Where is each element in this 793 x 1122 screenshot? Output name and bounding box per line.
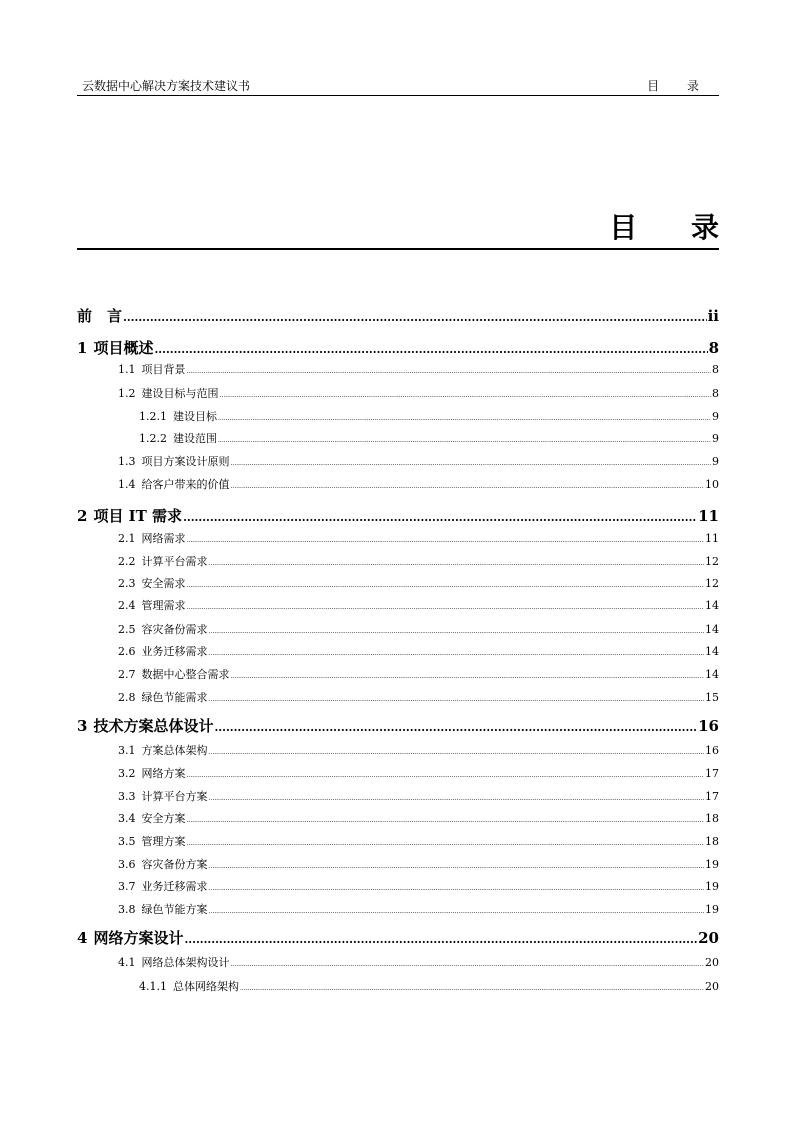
- toc-entry-page: 12: [705, 577, 719, 590]
- toc-entry-title: [118, 765, 186, 781]
- toc-entry-number: 4: [77, 929, 88, 947]
- toc-entry[interactable]: [118, 788, 719, 804]
- toc-entry-text: 安全方案: [141, 812, 186, 825]
- toc-entry-text: 安全需求: [141, 577, 186, 590]
- toc-entry-page: 9: [712, 410, 719, 423]
- toc-entry[interactable]: [118, 689, 719, 705]
- toc-entry[interactable]: [118, 901, 719, 917]
- toc-entry-text: 业务迁移需求: [141, 880, 208, 893]
- toc-entry-title: [118, 621, 208, 637]
- toc-entry-title: [118, 788, 208, 804]
- toc-entry-title: [118, 597, 186, 613]
- toc-entry-number: 3.8: [118, 903, 136, 916]
- toc-entry[interactable]: [77, 337, 719, 358]
- toc-entry-text: 网络方案设计: [93, 929, 184, 947]
- toc-dot-leader: [123, 307, 707, 325]
- toc-dot-leader: [231, 668, 705, 681]
- toc-entry[interactable]: [118, 742, 719, 758]
- toc-entry-title: [118, 643, 208, 659]
- toc-entry[interactable]: [77, 305, 719, 326]
- page-header: [77, 79, 719, 96]
- toc-entry-number: 1.1: [118, 363, 136, 376]
- toc-entry-title: [118, 856, 208, 872]
- toc-dot-leader: [209, 790, 705, 803]
- toc-entry-number: 3.4: [118, 812, 136, 825]
- toc-entry-number: 2.2: [118, 555, 136, 568]
- toc-entry-page: 14: [705, 599, 719, 612]
- toc-entry-text: 建设目标与范围: [141, 387, 219, 400]
- toc-entry[interactable]: [118, 597, 719, 613]
- toc-entry-title: [118, 530, 186, 546]
- toc-entry-number: 3.7: [118, 880, 136, 893]
- header-section-label: 目 录: [647, 79, 711, 93]
- toc-dot-leader: [209, 903, 705, 916]
- toc-entry-text: 计算平台方案: [141, 790, 208, 803]
- toc-entry[interactable]: [118, 575, 719, 591]
- toc-entry-page: ii: [707, 307, 719, 325]
- toc-entry-number: 2.3: [118, 577, 136, 590]
- toc-entry-page: 20: [705, 980, 719, 993]
- toc-dot-leader: [240, 980, 704, 993]
- toc-dot-leader: [231, 478, 705, 491]
- toc-entry-title: [77, 337, 153, 358]
- toc-dot-leader: [209, 623, 705, 636]
- toc-entry-title: [139, 430, 217, 446]
- toc-entry-number: 1.3: [118, 455, 136, 468]
- toc-entry-number: 1: [77, 339, 88, 357]
- toc-entry[interactable]: [118, 856, 719, 872]
- toc-entry-number: 1.4: [118, 478, 136, 491]
- toc-entry-page: 14: [705, 668, 719, 681]
- toc-entry-page: 9: [712, 455, 719, 468]
- toc-entry-title: [118, 666, 230, 682]
- toc-entry-page: 8: [712, 387, 719, 400]
- toc-entry-number: 2: [77, 507, 88, 525]
- toc-entry-page: 14: [705, 623, 719, 636]
- toc-entry-text: 项目概述: [93, 339, 154, 357]
- toc-entry-page: 20: [705, 956, 719, 969]
- toc-entry[interactable]: [139, 408, 719, 424]
- toc-entry-text: 管理方案: [141, 835, 186, 848]
- toc-dot-leader: [187, 835, 705, 848]
- toc-entry-page: 17: [705, 790, 719, 803]
- page-title: 目 录: [609, 211, 741, 244]
- toc-dot-leader: [209, 555, 705, 568]
- toc-dot-leader: [209, 691, 705, 704]
- toc-entry-title: [118, 954, 230, 970]
- toc-dot-leader: [209, 744, 705, 757]
- toc-entry[interactable]: [118, 643, 719, 659]
- toc-dot-leader: [187, 812, 705, 825]
- toc-entry-number: 3.2: [118, 767, 136, 780]
- toc-entry-page: 8: [712, 363, 719, 376]
- toc-entry-text: 总体网络架构: [173, 980, 239, 993]
- toc-dot-leader: [187, 363, 712, 376]
- toc-entry[interactable]: [77, 927, 719, 948]
- toc-dot-leader: [209, 858, 705, 871]
- toc-entry[interactable]: [118, 666, 719, 682]
- toc-entry-page: 11: [705, 532, 719, 545]
- toc-entry-title: [118, 901, 208, 917]
- toc-entry-title: [118, 453, 230, 469]
- toc-dot-leader: [218, 432, 711, 445]
- toc-entry-page: 10: [705, 478, 719, 491]
- toc-entry-text: 业务迁移需求: [141, 645, 208, 658]
- toc-entry-number: 1.2.2: [139, 432, 167, 445]
- toc-entry-text: 绿色节能方案: [141, 903, 208, 916]
- toc-dot-leader: [183, 507, 697, 525]
- toc-entry-text: 数据中心整合需求: [141, 668, 230, 681]
- toc-entry-text: 管理需求: [141, 599, 186, 612]
- toc-entry-page: 18: [705, 835, 719, 848]
- toc-entry[interactable]: [77, 505, 719, 526]
- toc-entry[interactable]: [77, 715, 719, 736]
- toc-entry-text: 网络需求: [141, 532, 186, 545]
- title-rule: [77, 248, 719, 250]
- toc-entry[interactable]: [118, 765, 719, 781]
- toc-entry[interactable]: [118, 385, 719, 401]
- toc-entry-text: 建设范围: [173, 432, 217, 445]
- toc-entry[interactable]: [118, 553, 719, 569]
- toc-entry-number: 3.1: [118, 744, 136, 757]
- toc-dot-leader: [187, 599, 705, 612]
- toc-entry[interactable]: [118, 954, 719, 970]
- toc-entry-number: 3.3: [118, 790, 136, 803]
- toc-entry-page: 9: [712, 432, 719, 445]
- toc-entry[interactable]: [118, 476, 719, 492]
- toc-entry[interactable]: [118, 361, 719, 377]
- toc-entry[interactable]: [118, 621, 719, 637]
- toc-entry-number: 3: [77, 717, 88, 735]
- toc-entry-page: 12: [705, 555, 719, 568]
- toc-entry-page: 15: [705, 691, 719, 704]
- toc-entry-page: 17: [705, 767, 719, 780]
- toc-entry-text: 绿色节能需求: [141, 691, 208, 704]
- toc-entry-number: 3.6: [118, 858, 136, 871]
- toc-entry-page: 16: [705, 744, 719, 757]
- toc-entry-text: 项目背景: [141, 363, 186, 376]
- toc-dot-leader: [187, 577, 705, 590]
- toc-entry-page: 20: [698, 929, 719, 947]
- toc-entry-title: [77, 715, 213, 736]
- toc-dot-leader: [209, 645, 705, 658]
- toc-entry-title: [139, 408, 217, 424]
- toc-entry[interactable]: [118, 878, 719, 894]
- toc-entry-title: [118, 361, 186, 377]
- toc-entry-text: 网络方案: [141, 767, 186, 780]
- toc-entry-number: 2.6: [118, 645, 136, 658]
- toc-dot-leader: [214, 717, 697, 735]
- toc-entry-text: 建设目标: [173, 410, 217, 423]
- header-doc-title: 云数据中心解决方案技术建议书: [82, 79, 251, 93]
- toc-entry-number: 2.7: [118, 668, 136, 681]
- toc-entry-page: 18: [705, 812, 719, 825]
- toc-entry-title: [118, 553, 208, 569]
- toc-entry[interactable]: [118, 833, 719, 849]
- toc-dot-leader: [220, 387, 712, 400]
- toc-dot-leader: [187, 532, 705, 545]
- toc-dot-leader: [154, 339, 707, 357]
- toc-entry-title: [118, 575, 186, 591]
- toc-entry-number: 2.8: [118, 691, 136, 704]
- toc-entry-title: [77, 505, 182, 526]
- toc-dot-leader: [231, 956, 705, 969]
- toc-entry-number: 2.1: [118, 532, 136, 545]
- toc-dot-leader: [231, 455, 712, 468]
- toc-entry-title: [118, 689, 208, 705]
- toc-entry-title: [118, 833, 186, 849]
- toc-entry-text: 网络总体架构设计: [141, 956, 230, 969]
- toc-entry[interactable]: [118, 453, 719, 469]
- toc-entry-title: [118, 385, 219, 401]
- toc-entry-page: 19: [705, 880, 719, 893]
- toc-entry-page: 8: [708, 339, 719, 357]
- toc-dot-leader: [209, 880, 705, 893]
- toc-dot-leader: [187, 767, 705, 780]
- toc-entry-page: 11: [698, 507, 719, 525]
- toc-entry-title: [118, 476, 230, 492]
- toc-entry-text: 计算平台需求: [141, 555, 208, 568]
- toc-entry-text: 容灾备份需求: [141, 623, 208, 636]
- toc-entry-number: 2.5: [118, 623, 136, 636]
- toc-entry[interactable]: [139, 978, 719, 994]
- toc-entry-title: [118, 878, 208, 894]
- toc-entry-title: [118, 810, 186, 826]
- toc-entry-page: 16: [698, 717, 719, 735]
- toc-entry-title: [139, 978, 239, 994]
- toc-entry-title: [118, 742, 208, 758]
- toc-entry-number: 1.2.1: [139, 410, 167, 423]
- toc-entry-text: 给客户带来的价值: [141, 478, 230, 491]
- toc-dot-leader: [184, 929, 697, 947]
- toc-entry-number: 3.5: [118, 835, 136, 848]
- toc-entry-number: 4.1: [118, 956, 136, 969]
- toc-entry-text: 项目 IT 需求: [93, 507, 183, 525]
- toc-entry[interactable]: [118, 810, 719, 826]
- toc-dot-leader: [218, 410, 711, 423]
- toc-entry-page: 19: [705, 858, 719, 871]
- toc-entry-text: 方案总体架构: [141, 744, 208, 757]
- toc-entry-text: 项目方案设计原则: [141, 455, 230, 468]
- toc-entry-text: 容灾备份方案: [141, 858, 208, 871]
- toc-entry[interactable]: [118, 530, 719, 546]
- toc-entry-text: 技术方案总体设计: [93, 717, 214, 735]
- toc-entry-title: [77, 927, 183, 948]
- toc-entry-title: [77, 305, 122, 326]
- toc-entry-number: 1.2: [118, 387, 136, 400]
- toc-entry[interactable]: [139, 430, 719, 446]
- toc-entry-page: 14: [705, 645, 719, 658]
- toc-entry-page: 19: [705, 903, 719, 916]
- toc-entry-number: 4.1.1: [139, 980, 167, 993]
- toc-entry-text: 前 言: [77, 307, 123, 325]
- toc-entry-number: 2.4: [118, 599, 136, 612]
